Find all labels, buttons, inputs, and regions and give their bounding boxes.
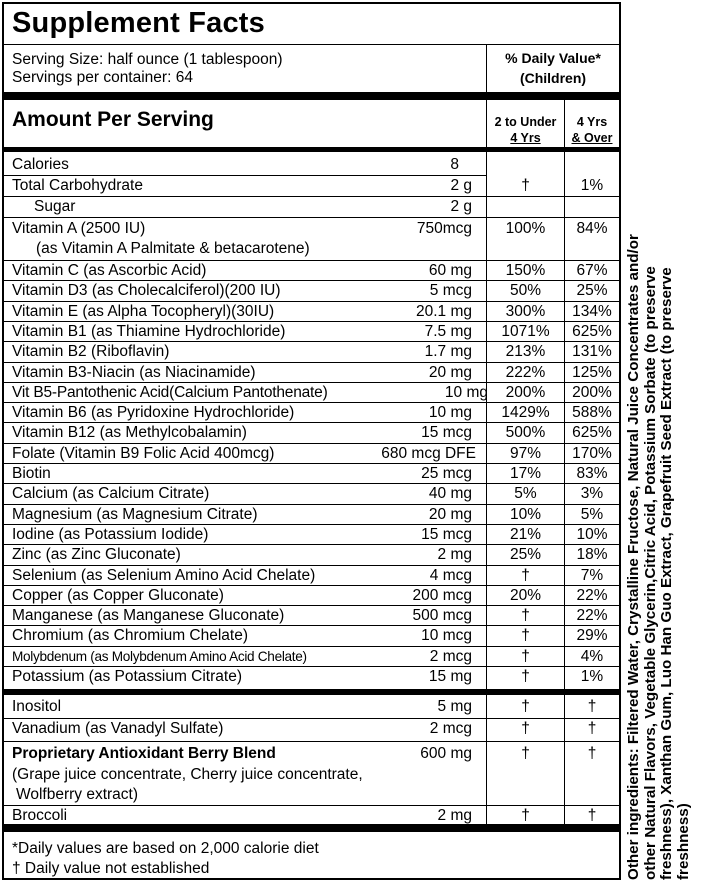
dv-4-and-over: †: [587, 745, 597, 762]
nutrient-amount: 20 mg: [428, 505, 472, 523]
dv-under-4: 10%: [509, 505, 542, 523]
age-group-2-line2: & Over: [571, 131, 613, 145]
nutrient-name: Vanadium (as Vanadyl Sulfate): [12, 720, 224, 737]
nutrient-amount: 5 mcg: [429, 282, 472, 300]
footnote-not-established: † Daily value not established: [12, 860, 210, 877]
nutrient-name: Biotin: [12, 465, 51, 482]
dv-under-4: †: [521, 566, 530, 584]
nutrient-name: Calcium (as Calcium Citrate): [12, 485, 210, 503]
dv-under-4: †: [521, 177, 530, 194]
nutrient-name: Vitamin B12 (as Methylcobalamin): [12, 424, 247, 442]
nutrient-amount: 10 mcg: [421, 627, 472, 645]
nutrient-amount: 15 mg: [428, 668, 472, 685]
dv-under-4: 25%: [509, 546, 542, 564]
row-divider: [4, 463, 619, 464]
dv-under-4: †: [521, 720, 530, 737]
dv-4-and-over: 84%: [576, 220, 608, 237]
dv-under-4: 200%: [505, 383, 546, 401]
nutrient-amount: 20.1 mg: [415, 302, 472, 320]
nutrient-amount: 2 mg: [437, 807, 472, 824]
nutrient-name: Copper (as Copper Gluconate): [12, 586, 224, 604]
row-divider: [4, 280, 619, 281]
nutrient-name: Zinc (as Zinc Gluconate): [12, 546, 181, 564]
nutrient-name: Vitamin C (as Ascorbic Acid): [12, 262, 207, 279]
dv-under-4: †: [521, 607, 530, 625]
row-divider: [4, 402, 619, 403]
nutrient-name: Vitamin B3-Niacin (as Niacinamide): [12, 363, 256, 381]
nutrient-amount: 8: [450, 156, 459, 173]
nutrient-name: Iodine (as Potassium Iodide): [12, 525, 209, 543]
dv-4-and-over: 10%: [576, 525, 608, 543]
dv-4-and-over: 22%: [576, 586, 608, 604]
nutrient-amount: 750mcg: [416, 220, 472, 237]
row-divider: [4, 341, 619, 342]
dv-4-and-over: 83%: [576, 465, 608, 482]
nutrient-amount: 2 g: [450, 177, 472, 194]
dv-4-and-over: 625%: [572, 424, 612, 442]
ingredients-line1: Other ingredients: Filtered Water, Crystalline Fructose, Natural Juice Concentrates and/or: [625, 234, 642, 880]
daily-value-header-line2: (Children): [519, 70, 587, 86]
row-divider: [4, 524, 619, 525]
dv-4-and-over: 588%: [572, 404, 612, 422]
nutrient-amount: 15 mcg: [421, 424, 472, 442]
nutrient-name: Proprietary Antioxidant Berry Blend: [12, 745, 276, 762]
other-ingredients: [626, 4, 692, 880]
dv-4-and-over: 5%: [580, 505, 604, 523]
nutrient-name: Calories: [12, 156, 69, 173]
nutrient-amount: 10 mg: [444, 383, 488, 401]
serving-size: Serving Size: half ounce (1 tablespoon): [12, 51, 283, 68]
dv-under-4: 500%: [505, 424, 546, 442]
row-divider: [4, 565, 619, 566]
dv-4-and-over: 25%: [576, 282, 608, 300]
dv-under-4: 300%: [505, 302, 546, 320]
nutrient-amount: 4 mcg: [429, 566, 472, 584]
ingredients-line4: freshness): [674, 803, 692, 880]
row-divider: [4, 483, 619, 484]
dv-under-4: 1071%: [501, 322, 550, 340]
nutrient-name: Selenium (as Selenium Amino Acid Chelate): [12, 566, 316, 584]
row-divider: [4, 217, 619, 218]
age-group-1-line1: 2 to Under: [494, 115, 557, 129]
footer-thick-rule: [4, 824, 619, 832]
dv-under-4: †: [521, 745, 530, 762]
age-group-2-line1: 4 Yrs: [576, 115, 608, 129]
dv-4-and-over: 170%: [572, 444, 612, 462]
berry-blend-note-line2: Wolfberry extract): [16, 786, 139, 803]
nutrient-name: Vitamin A (2500 IU): [12, 220, 146, 237]
nutrient-amount: 20 mg: [428, 363, 472, 381]
nutrient-amount: 2 mcg: [429, 720, 472, 737]
nutrient-name: Total Carbohydrate: [12, 177, 143, 194]
nutrient-name: Sugar: [34, 198, 76, 215]
label-title: Supplement Facts: [12, 7, 265, 39]
row-divider: [4, 321, 619, 322]
dv-under-4: 97%: [509, 444, 542, 462]
nutrient-name: Molybdenum (as Molybdenum Amino Acid Chelate): [12, 648, 307, 664]
nutrient-name: Potassium (as Potassium Citrate): [12, 668, 242, 685]
nutrient-amount: 1.7 mg: [424, 343, 472, 361]
daily-value-header-line1: % Daily Value*: [505, 50, 601, 66]
dv-under-4: 150%: [505, 262, 546, 279]
age-group-1-header: [487, 114, 564, 146]
row-divider: [4, 718, 619, 719]
row-divider: [4, 301, 619, 302]
row-divider: [4, 196, 619, 197]
row-divider: [4, 422, 619, 423]
nutrient-amount: 500 mcg: [412, 607, 472, 625]
nutrient-name: Vitamin B2 (Riboflavin): [12, 343, 170, 361]
row-divider: [4, 805, 619, 806]
nutrient-amount: 60 mg: [428, 262, 472, 279]
dv-4-and-over: 22%: [576, 607, 608, 625]
dv-under-4: 5%: [514, 485, 537, 503]
dv-under-4: 17%: [509, 465, 542, 482]
dv-under-4: 222%: [505, 363, 546, 381]
dv-4-and-over: 200%: [572, 383, 612, 401]
dv-under-4: †: [521, 698, 530, 715]
servings-per-container: Servings per container: 64: [12, 69, 193, 86]
dv-4-and-over: 67%: [576, 262, 608, 279]
nutrient-amount: 2 g: [450, 198, 472, 215]
nutrient-name: Broccoli: [12, 807, 68, 824]
nutrient-amount: 25 mcg: [421, 465, 472, 482]
dv-4-and-over: 7%: [580, 566, 604, 584]
nutrient-amount: 2 mg: [437, 546, 472, 564]
row-divider: [4, 362, 619, 363]
dv-under-4: 1429%: [501, 404, 550, 422]
row-divider: [4, 175, 487, 176]
age-group-1-line2: 4 Yrs: [510, 131, 541, 145]
header-thick-rule: [4, 92, 619, 100]
dv-4-and-over: 4%: [580, 647, 604, 665]
amount-per-serving: Amount Per Serving: [12, 108, 214, 131]
row-divider: [4, 382, 619, 383]
amount-thick-rule: [4, 147, 619, 152]
nutrient-name: Folate (Vitamin B9 Folic Acid 400mcg): [12, 444, 275, 462]
nutrient-name: Vitamin E (as Alpha Tocopheryl)(30IU): [12, 302, 275, 320]
dv-under-4: 100%: [505, 220, 546, 237]
ingredients-line3: freshness), Xanthan Gum, Luo Han Guo Extract, Grapefruit Seed Extract (to preserve: [658, 267, 675, 880]
nutrient-name: Manganese (as Manganese Gluconate): [12, 607, 285, 625]
nutrient-amount: 40 mg: [428, 485, 472, 503]
nutrient-name: Vitamin D3 (as Cholecalciferol)(200 IU): [12, 282, 281, 300]
nutrient-amount: 7.5 mg: [424, 322, 472, 340]
row-divider: [4, 605, 619, 606]
row-divider: [4, 443, 619, 444]
dv-under-4: 50%: [509, 282, 542, 300]
vitamin-a-source-note: (as Vitamin A Palmitate & betacarotene): [36, 240, 310, 257]
row-divider: [4, 666, 619, 667]
nutrient-name: Vit B5-Pantothenic Acid(Calcium Pantothenate): [12, 383, 328, 401]
dv-4-and-over: †: [587, 698, 597, 715]
nutrient-amount: 680 mcg DFE: [381, 444, 476, 462]
nutrient-amount: 10 mg: [428, 404, 472, 422]
row-divider: [4, 260, 619, 261]
dv-under-4: 21%: [509, 525, 542, 543]
nutrient-amount: 5 mg: [437, 698, 472, 715]
dv-under-4: †: [521, 647, 530, 665]
dv-under-4: †: [521, 668, 530, 685]
footnote-daily-values: *Daily values are based on 2,000 calorie diet: [12, 840, 319, 857]
row-divider: [4, 544, 619, 545]
dv-under-4: †: [521, 807, 530, 824]
dv-4-and-over: 1%: [580, 177, 604, 194]
dv-4-and-over: 29%: [576, 627, 608, 645]
nutrient-name: Chromium (as Chromium Chelate): [12, 627, 249, 645]
daily-value-header: [487, 48, 619, 88]
nutrient-name: Magnesium (as Magnesium Citrate): [12, 505, 258, 523]
row-divider: [4, 646, 619, 647]
row-divider: [4, 741, 619, 742]
row-divider: [4, 504, 619, 505]
row-divider: [4, 585, 619, 586]
nutrient-name: Vitamin B1 (as Thiamine Hydrochloride): [12, 322, 286, 340]
dv-4-and-over: 131%: [572, 343, 612, 361]
dv-4-and-over: 134%: [572, 302, 612, 320]
title-divider: [4, 44, 619, 45]
berry-blend-note-line1: (Grape juice concentrate, Cherry juice concentrate,: [12, 766, 363, 783]
nutrient-amount: 200 mcg: [412, 586, 472, 604]
nutrient-name: Inositol: [12, 698, 62, 715]
dv-4-and-over: 18%: [576, 546, 608, 564]
nutrients-thick-rule: [4, 689, 619, 695]
age-group-2-header: [565, 114, 619, 146]
row-divider: [4, 625, 619, 626]
dv-under-4: 213%: [505, 343, 546, 361]
nutrient-amount: 15 mcg: [421, 525, 472, 543]
nutrient-amount: 600 mg: [420, 745, 472, 762]
dv-4-and-over: 1%: [580, 668, 604, 685]
dv-4-and-over: †: [587, 807, 597, 824]
dv-under-4: †: [521, 627, 530, 645]
ingredients-line2: other Natural Flavors, Vegetable Glycerin,Citric Acid, Potassium Sorbate (to preserve: [641, 266, 659, 880]
dv-4-and-over: 3%: [580, 485, 604, 503]
dv-under-4: 20%: [509, 586, 542, 604]
nutrient-name: Vitamin B6 (as Pyridoxine Hydrochloride): [12, 404, 295, 422]
dv-4-and-over: 125%: [572, 363, 612, 381]
dv-4-and-over: †: [587, 720, 597, 737]
supplement-facts-panel: [2, 2, 621, 880]
nutrient-amount: 2 mcg: [429, 647, 472, 665]
dv-4-and-over: 625%: [572, 322, 612, 340]
